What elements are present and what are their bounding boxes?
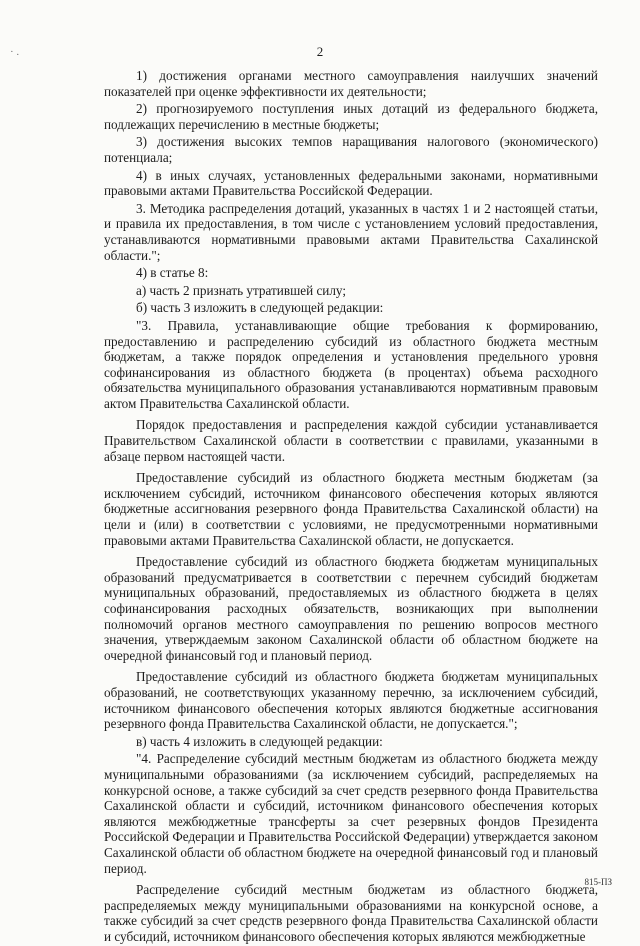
paragraph: Предоставление субсидий из областного бюджета местным бюджетам (за исключением субсидий, источником финансового обеспечения которых являются бюджетные ассигнования резервного фонда Правительства Сахалинской области) на цели и (или) в соответствии с условиями, не предусмотренными нормативными правовыми актами Правительства Сахалинской области, не допускается. xyxy=(104,470,598,548)
paragraph: "4. Распределение субсидий местным бюджетам из областного бюджета между муниципальными образованиями (за исключением субсидий, распределяемых на конкурсной основе, а также субсидий за счет средств резервного фонда Правительства Сахалинской области и субсидий, источником финансового обеспечения которых являются межбюджетные трансферты за счет резервных фондов Президента Российской Федерации и Правительства Российской Федерации) утверждается законом Сахалинской области об областном бюджете на очередной финансовый год и плановый период. xyxy=(104,751,598,876)
paragraph: Порядок предоставления и распределения каждой субсидии устанавливается Правительством Сахалинской области в соответствии с правилами, указанными в абзаце первом настоящей части. xyxy=(104,417,598,464)
paragraph: 4) в статье 8: xyxy=(136,265,209,281)
paragraph: 4) в иных случаях, установленных федеральными законами, нормативными правовыми актами Правительства Российской Федерации. xyxy=(104,167,598,199)
document-body xyxy=(104,68,598,946)
paragraph: 1) достижения органами местного самоуправления наилучших значений показателей при оценке эффективности их деятельности; xyxy=(104,68,598,99)
paragraph: а) часть 2 признать утратившей силу; xyxy=(136,282,347,298)
scan-mark: · . xyxy=(10,46,20,58)
paragraph: 2) прогнозируемого поступления иных дотаций из федерального бюджета, подлежащих перечислению в местные бюджеты; xyxy=(104,101,598,132)
paragraph: "3. Правила, устанавливающие общие требования к формированию, предоставлению и распределению субсидий из областного бюджета местным бюджетам, а также порядок определения и установления предельного уровня софинансирования из областного бюджета (в процентах) объема расходного обязательства муниципального образования устанавливаются нормативным правовым актом Правительства Сахалинской области. xyxy=(104,317,598,411)
paragraph: Предоставление субсидий из областного бюджета бюджетам муниципальных образований предусматривается в соответствии с перечнем субсидий бюджетам муниципальных образований, предоставляемых из областного бюджета в целях софинансирования расходных обязательств, возникающих при выполнении полномочий органов местного самоуправления по решению вопросов местного значения, утверждаемым законом Сахалинской области об областном бюджете на очередной финансовый год и плановый период. xyxy=(104,554,598,663)
paragraph: б) часть 3 изложить в следующей редакции: xyxy=(136,300,384,316)
paragraph: 3) достижения высоких темпов наращивания налогового (экономического) потенциала; xyxy=(104,134,598,165)
page-number: 2 xyxy=(316,44,324,59)
paragraph: в) часть 4 изложить в следующей редакции: xyxy=(136,733,383,749)
paragraph: Предоставление субсидий из областного бюджета бюджетам муниципальных образований, не соответствующих указанному перечню, за исключением субсидий, источником финансового обеспечения которых являются бюджетные ассигнования резервного фонда Правительства Сахалинской области, не допускается."; xyxy=(104,669,598,732)
paragraph: 3. Методика распределения дотаций, указанных в частях 1 и 2 настоящей статьи, и правила их предоставления, в том числе с установлением условий предоставления, устанавливаются нормативными правовыми актами Правительства Сахалинской области."; xyxy=(104,200,598,263)
footer-code: 815-ПЗ xyxy=(584,877,612,887)
paragraph: Распределение субсидий местным бюджетам из областного бюджета, распределяемых между муниципальными образованиями на конкурсной основе, а также субсидий за счет средств резервного фонда Правительства Сахалинской области и субсидий, источником финансового обеспечения которых являются межбюджетные xyxy=(104,882,598,944)
